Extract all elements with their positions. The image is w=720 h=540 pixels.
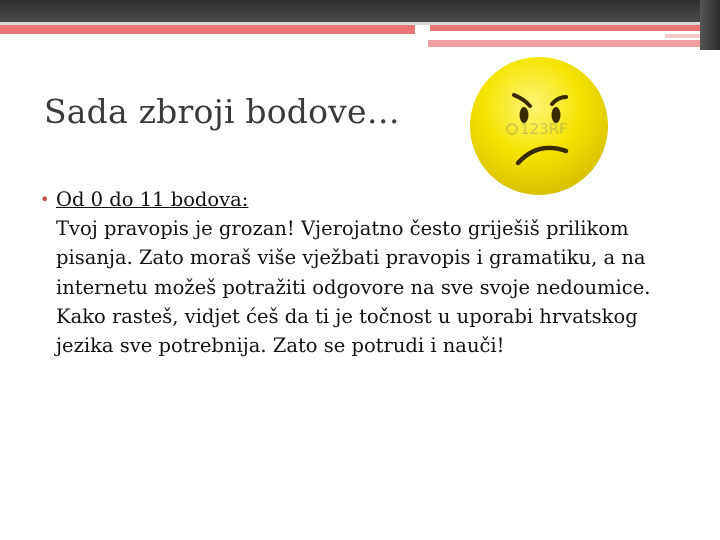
bullet-item: [40, 185, 696, 360]
watermark-text: 123RF: [520, 120, 568, 138]
bullet-symbol: •: [40, 190, 50, 209]
top-bar-red-left: [0, 25, 415, 34]
slide-title: Sada zbroji bodove…: [44, 92, 400, 131]
right-vertical-dark: [700, 0, 720, 50]
top-bar-red-right: [430, 25, 720, 31]
top-bar-red-right-lower: [428, 40, 720, 47]
frowning-face-image: [466, 53, 612, 199]
frowning-face-icon: [466, 53, 612, 199]
bullet-heading: Od 0 do 11 bodova:: [56, 188, 249, 211]
bullet-body: Tvoj pravopis je grozan! Vjerojatno često griješiš prilikom pisanja. Zato moraš više vježbati pravopis i gramatiku, a na internetu možeš potražiti odgovore na sve svoje nedoumice. Kako rasteš, vidjet ćeš da ti je točnost u uporabi hrvatskog jezika sve potrebnija. Zato se potrudi i nauči!: [56, 217, 651, 358]
top-bar-dark: [0, 0, 720, 22]
